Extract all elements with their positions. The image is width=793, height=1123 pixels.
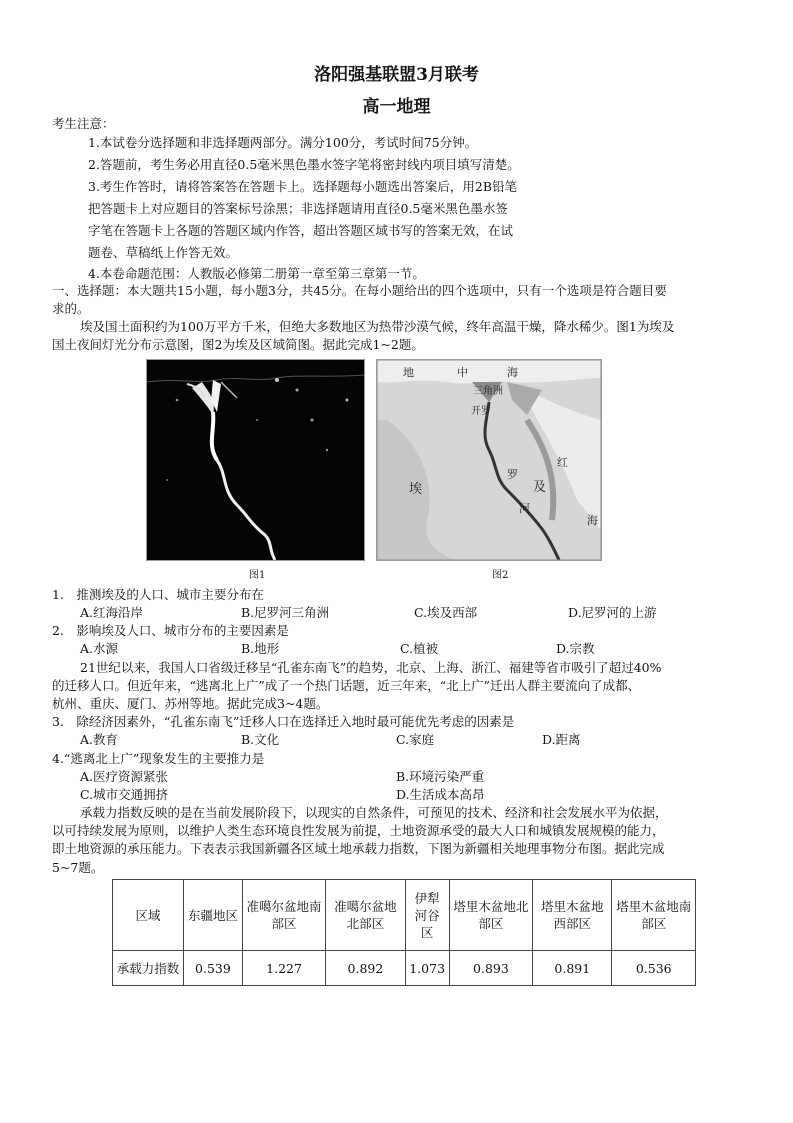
notice-heading: 考生注意： — [52, 116, 115, 131]
exam-title: 洛阳强基联盟3月联考 — [314, 65, 479, 85]
notice-item-3-line-3: 字笔在答题卡上各题的答题区域内作答，超出答题区域书写的答案无效，在试 — [88, 223, 514, 238]
question-4-option-c: C.城市交通拥挤 — [80, 787, 169, 802]
question-4-option-a: A.医疗资源紧张 — [80, 769, 169, 784]
passage-1-line-2: 国土夜间灯光分布示意图，图2为埃及区域简图。据此完成1~2题。 — [52, 337, 424, 352]
question-4-option-d: D.生活成本高昂 — [396, 787, 485, 802]
map-label-hai: 海 — [507, 366, 518, 379]
table-cell-region: 准噶尔盆地北部区 — [326, 880, 405, 951]
question-2-option-c: C.植被 — [400, 641, 439, 656]
table-header-region: 区域 — [113, 880, 184, 951]
notice-item-3-line-1: 3.考生作答时，请将答案答在答题卡上。选择题每小题选出答案后，用2B铅笔 — [88, 179, 518, 194]
exam-subject: 高一地理 — [362, 97, 431, 117]
passage-2-line-2: 的迁移人口。但近年来，“逃离北上广”成了一个热门话题，近三年来，“北上广”迁出人群主要流向了成都、 — [52, 678, 641, 693]
figure-1-caption: 图1 — [249, 570, 266, 581]
table-cell-value: 1.073 — [405, 951, 449, 986]
question-1-option-b: B.尼罗河三角洲 — [241, 605, 330, 620]
question-3-option-b: B.文化 — [241, 732, 280, 747]
table-row-index — [113, 951, 696, 986]
table-cell-value: 0.539 — [184, 951, 243, 986]
night-lights-map — [147, 360, 364, 560]
passage-3-line-3: 即土地资源的承压能力。下表表示我国新疆各区域土地承载力指数，下图为新疆相关地理事物分布图。据此完成 — [52, 841, 665, 856]
map-label-red: 红 — [557, 456, 568, 469]
passage-1-line-1: 埃及国土面积约为100万平方千米，但绝大多数地区为热带沙漠气候，终年高温干燥，降水稀少。图1为埃及 — [80, 319, 675, 334]
passage-3-line-2: 以可持续发展为原则，以维护人类生态环境良性发展为前提，土地资源承受的最大人口和城镇发展规模的能力， — [52, 823, 665, 838]
map-label-delta: 三角洲 — [473, 386, 503, 397]
question-3-option-d: D.距离 — [542, 732, 581, 747]
table-header-index: 承载力指数 — [113, 951, 184, 986]
table-row-region — [113, 880, 696, 951]
table-cell-region: 塔里木盆地南部区 — [612, 880, 696, 951]
table-cell-region: 伊犁河谷区 — [405, 880, 449, 951]
question-2-option-b: B.地形 — [241, 641, 280, 656]
question-1-option-c: C.埃及西部 — [414, 605, 478, 620]
passage-2-line-1: 21世纪以来，我国人口省级迁移呈“孔雀东南飞”的趋势，北京、上海、浙江、福建等省市吸引了超过40% — [80, 660, 662, 675]
question-2-option-a: A.水源 — [80, 641, 119, 656]
table-cell-region: 塔里木盆地西部区 — [533, 880, 612, 951]
map-label-nile-luo: 罗 — [507, 468, 518, 481]
table-cell-value: 1.227 — [242, 951, 325, 986]
table-cell-region: 准噶尔盆地南部区 — [242, 880, 325, 951]
carrying-capacity-table — [112, 879, 696, 986]
question-3-option-a: A.教育 — [80, 732, 119, 747]
map-label-egypt-ai: 埃 — [409, 482, 423, 497]
table-cell-region: 东疆地区 — [184, 880, 243, 951]
passage-3-line-1: 承载力指数反映的是在当前发展阶段下，以现实的自然条件，可预见的技术、经济和社会发展水平为依据， — [80, 805, 668, 820]
question-1-stem: 1. 推测埃及的人口、城市主要分布在 — [52, 587, 264, 602]
map-label-egypt-ji: 及 — [533, 480, 547, 495]
map-label-sea: 海 — [587, 514, 598, 527]
table-cell-region: 塔里木盆地北部区 — [449, 880, 532, 951]
section-intro-line-1: 一、选择题：本大题共15小题，每小题3分，共45分。在每小题给出的四个选项中，只有一个选项是符合题目要 — [52, 283, 667, 298]
section-intro-line-2: 求的。 — [52, 301, 90, 316]
figure-night-lights — [146, 359, 365, 561]
table-cell-value: 0.893 — [449, 951, 532, 986]
question-2-option-d: D.宗教 — [556, 641, 595, 656]
map-label-land: 地 — [403, 366, 414, 379]
map-label-cairo: 开罗 — [471, 406, 491, 417]
map-label-nile-he: 河 — [519, 502, 530, 515]
notice-item-2: 2.答题前，考生务必用直径0.5毫米黑色墨水签字笔将密封线内项目填写清楚。 — [88, 157, 520, 172]
passage-3-line-4: 5~7题。 — [52, 860, 104, 875]
figure-2-caption: 图2 — [492, 570, 509, 581]
table-cell-value: 0.892 — [326, 951, 405, 986]
notice-item-1: 1.本试卷分选择题和非选择题两部分。满分100分，考试时间75分钟。 — [88, 135, 478, 150]
figure-egypt-map — [376, 359, 602, 561]
question-3-option-c: C.家庭 — [396, 732, 435, 747]
notice-item-3-line-2: 把答题卡上对应题目的答案标号涂黑；非选择题请用直径0.5毫米黑色墨水签 — [88, 201, 508, 216]
map-label-zhong: 中 — [457, 366, 468, 379]
table-cell-value: 0.891 — [533, 951, 612, 986]
question-4-stem: 4.“逃离北上广”现象发生的主要推力是 — [52, 751, 265, 766]
table-cell-value: 0.536 — [612, 951, 696, 986]
notice-item-3-line-4: 题卷、草稿纸上作答无效。 — [88, 245, 239, 260]
question-3-stem: 3. 除经济因素外，“孔雀东南飞”迁移人口在选择迁入地时最可能优先考虑的因素是 — [52, 714, 515, 729]
question-1-option-a: A.红海沿岸 — [80, 605, 144, 620]
passage-2-line-3: 杭州、重庆、厦门、苏州等地。据此完成3~4题。 — [52, 696, 329, 711]
question-1-option-d: D.尼罗河的上游 — [568, 605, 657, 620]
question-4-option-b: B.环境污染严重 — [396, 769, 485, 784]
question-2-stem: 2. 影响埃及人口、城市分布的主要因素是 — [52, 623, 289, 638]
notice-item-4: 4.本卷命题范围：人教版必修第二册第一章至第三章第一节。 — [88, 266, 425, 281]
